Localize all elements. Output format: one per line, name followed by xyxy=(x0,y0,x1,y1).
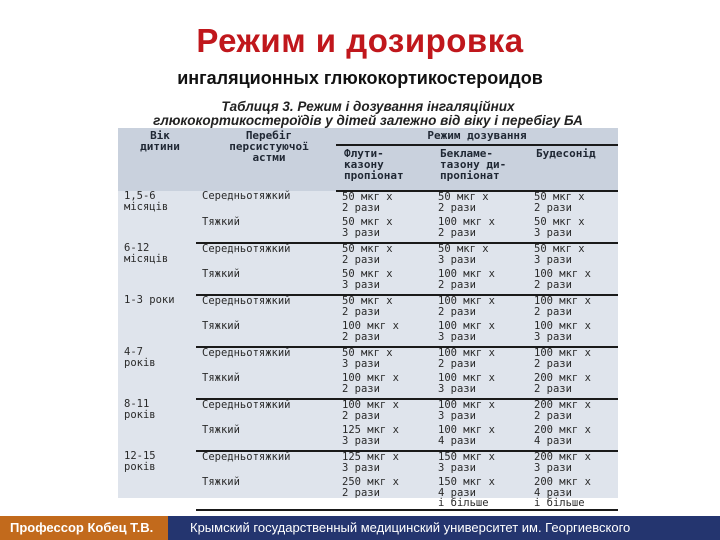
table-row xyxy=(118,295,618,321)
age-cell xyxy=(118,191,196,243)
header-fluticasone xyxy=(336,145,432,191)
age-cell xyxy=(118,399,196,451)
cell-line: 3 рази xyxy=(342,357,380,370)
header-line: Бекламе- xyxy=(440,147,493,160)
cell-line: 3 рази xyxy=(438,253,476,266)
header-line: Флути- xyxy=(344,147,384,160)
cell-line: Середньотяжкий xyxy=(202,347,291,359)
age-cell xyxy=(118,347,196,399)
cell-line: років xyxy=(124,356,156,369)
cell-line: і більше xyxy=(534,497,585,510)
cell-line: 100 мкг х xyxy=(438,399,495,411)
cell-line: 100 мкг х xyxy=(534,347,591,359)
cell-line: 1-3 роки xyxy=(124,294,175,306)
cell-line: 3 рази xyxy=(534,461,572,474)
header-beclomethasone xyxy=(432,145,528,191)
cell-line: Середньотяжкий xyxy=(202,190,291,202)
header-line: Будесонід xyxy=(536,147,596,160)
cell-line: 100 мкг х xyxy=(534,295,591,307)
cell-line: 100 мкг х xyxy=(342,372,399,384)
fluticasone-dose-cell xyxy=(336,373,432,399)
cell-line: Тяжкий xyxy=(202,216,240,228)
cell-line: 2 рази xyxy=(438,305,476,318)
severity-cell xyxy=(196,425,336,451)
cell-line: 2 рази xyxy=(534,409,572,422)
budesonide-dose-cell xyxy=(528,477,618,510)
beclomethasone-dose-cell xyxy=(432,399,528,425)
cell-line: 50 мкг х xyxy=(342,216,393,228)
budesonide-dose-cell xyxy=(528,321,618,347)
fluticasone-dose-cell xyxy=(336,321,432,347)
header-line: тазону ди- xyxy=(440,158,507,171)
cell-line: 4 рази xyxy=(438,486,476,499)
severity-cell xyxy=(196,321,336,347)
cell-line: 125 мкг х xyxy=(342,424,399,436)
cell-line: 2 рази xyxy=(438,357,476,370)
cell-line: 8-11 xyxy=(124,398,150,410)
cell-line: 12-15 xyxy=(124,450,156,462)
cell-line: 200 мкг х xyxy=(534,372,591,384)
budesonide-dose-cell xyxy=(528,347,618,373)
cell-line: 3 рази xyxy=(438,409,476,422)
cell-line: 4 рази xyxy=(534,434,572,447)
beclomethasone-dose-cell xyxy=(432,425,528,451)
budesonide-dose-cell xyxy=(528,243,618,269)
cell-line: 100 мкг х xyxy=(534,268,591,280)
severity-cell xyxy=(196,347,336,373)
severity-cell xyxy=(196,399,336,425)
cell-line: 2 рази xyxy=(534,357,572,370)
cell-line: 2 рази xyxy=(534,305,572,318)
beclomethasone-dose-cell xyxy=(432,373,528,399)
cell-line: Середньотяжкий xyxy=(202,451,291,463)
table-row xyxy=(118,451,618,477)
header-regimen: Режим дозування xyxy=(336,128,618,145)
cell-line: 50 мкг х xyxy=(342,295,393,307)
budesonide-dose-cell xyxy=(528,217,618,243)
cell-line: 6-12 xyxy=(124,242,150,254)
cell-line: 3 рази xyxy=(342,278,380,291)
dosage-table xyxy=(118,128,618,511)
cell-line: 4 рази xyxy=(438,434,476,447)
cell-line: 100 мкг х xyxy=(438,424,495,436)
cell-line: 3 рази xyxy=(342,226,380,239)
cell-line: 2 рази xyxy=(438,201,476,214)
beclomethasone-dose-cell xyxy=(432,217,528,243)
cell-line: 2 рази xyxy=(534,201,572,214)
budesonide-dose-cell xyxy=(528,451,618,477)
cell-line: 100 мкг х xyxy=(342,320,399,332)
table-row xyxy=(118,243,618,269)
cell-line: 3 рази xyxy=(438,461,476,474)
budesonide-dose-cell xyxy=(528,399,618,425)
cell-line: 50 мкг х xyxy=(342,243,393,255)
header-line: астми xyxy=(252,151,286,164)
cell-line: 100 мкг х xyxy=(534,320,591,332)
beclomethasone-dose-cell xyxy=(432,477,528,510)
cell-line: Тяжкий xyxy=(202,476,240,488)
cell-line: 100 мкг х xyxy=(438,295,495,307)
cell-line: 2 рази xyxy=(438,278,476,291)
cell-line: 50 мкг х xyxy=(342,347,393,359)
table-caption-line: глюкокортикостероїдів у дітей залежно від віку і перебігу БА xyxy=(153,113,583,128)
budesonide-dose-cell xyxy=(528,425,618,451)
slide-subtitle: ингаляционных глюкокортикостероидов xyxy=(177,68,543,88)
cell-line: 4-7 xyxy=(124,346,143,358)
cell-line: 50 мкг х xyxy=(534,191,585,203)
cell-line: 3 рази xyxy=(534,330,572,343)
age-cell xyxy=(118,295,196,347)
age-cell xyxy=(118,243,196,295)
header-budesonide xyxy=(528,145,618,191)
cell-line: 200 мкг х xyxy=(534,451,591,463)
cell-line: місяців xyxy=(124,252,169,265)
beclomethasone-dose-cell xyxy=(432,451,528,477)
severity-cell xyxy=(196,269,336,295)
cell-line: 3 рази xyxy=(342,434,380,447)
fluticasone-dose-cell xyxy=(336,477,432,510)
cell-line: Тяжкий xyxy=(202,268,240,280)
budesonide-dose-cell xyxy=(528,373,618,399)
table-header xyxy=(118,128,618,191)
cell-line: 3 рази xyxy=(438,382,476,395)
table-caption xyxy=(118,100,618,128)
header-course xyxy=(196,128,336,191)
header-line: пропіонат xyxy=(344,169,404,182)
cell-line: 150 мкг х xyxy=(438,451,495,463)
dosage-table-panel xyxy=(118,128,618,510)
cell-line: 100 мкг х xyxy=(438,372,495,384)
cell-line: 200 мкг х xyxy=(534,424,591,436)
age-cell xyxy=(118,451,196,510)
footer-bar xyxy=(0,516,720,540)
beclomethasone-dose-cell xyxy=(432,191,528,217)
cell-line: 50 мкг х xyxy=(438,191,489,203)
severity-cell xyxy=(196,243,336,269)
footer-institution: Крымский государственный медицинский университет им. Георгиевского xyxy=(190,520,631,535)
cell-line: 2 рази xyxy=(534,278,572,291)
fluticasone-dose-cell xyxy=(336,347,432,373)
cell-line: 2 рази xyxy=(342,382,380,395)
slide-title: Режим и дозировка xyxy=(196,22,524,59)
cell-line: 50 мкг х xyxy=(534,243,585,255)
beclomethasone-dose-cell xyxy=(432,295,528,321)
cell-line: 2 рази xyxy=(534,382,572,395)
cell-line: 50 мкг х xyxy=(342,191,393,203)
beclomethasone-dose-cell xyxy=(432,269,528,295)
cell-line: 50 мкг х xyxy=(342,268,393,280)
cell-line: 1,5-6 xyxy=(124,190,156,202)
cell-line: 50 мкг х xyxy=(534,216,585,228)
cell-line: 50 мкг х xyxy=(438,243,489,255)
cell-line: 2 рази xyxy=(438,226,476,239)
cell-line: 100 мкг х xyxy=(438,268,495,280)
cell-line: Тяжкий xyxy=(202,424,240,436)
table-row xyxy=(118,399,618,425)
severity-cell xyxy=(196,217,336,243)
header-line: персистуючої xyxy=(229,140,309,153)
header-line: Вік xyxy=(150,129,170,142)
fluticasone-dose-cell xyxy=(336,217,432,243)
header-line: пропіонат xyxy=(440,169,500,182)
fluticasone-dose-cell xyxy=(336,425,432,451)
table-row xyxy=(118,191,618,217)
header-line: дитини xyxy=(140,140,180,153)
header-line: казону xyxy=(344,158,384,171)
fluticasone-dose-cell xyxy=(336,269,432,295)
cell-line: місяців xyxy=(124,200,169,213)
cell-line: Тяжкий xyxy=(202,320,240,332)
cell-line: років xyxy=(124,460,156,473)
header-age xyxy=(118,128,196,191)
cell-line: 2 рази xyxy=(342,409,380,422)
beclomethasone-dose-cell xyxy=(432,321,528,347)
cell-line: 2 рази xyxy=(342,486,380,499)
cell-line: 3 рази xyxy=(534,253,572,266)
severity-cell xyxy=(196,295,336,321)
fluticasone-dose-cell xyxy=(336,399,432,425)
cell-line: 2 рази xyxy=(342,330,380,343)
cell-line: 250 мкг х xyxy=(342,476,399,488)
beclomethasone-dose-cell xyxy=(432,243,528,269)
cell-line: 100 мкг х xyxy=(438,347,495,359)
cell-line: 2 рази xyxy=(342,253,380,266)
cell-line: Середньотяжкий xyxy=(202,243,291,255)
table-caption-line: Таблиця 3. Режим і дозування інгаляційних xyxy=(221,99,515,114)
severity-cell xyxy=(196,477,336,510)
cell-line: 2 рази xyxy=(342,201,380,214)
header-line: Перебіг xyxy=(245,129,293,142)
cell-line: 100 мкг х xyxy=(438,320,495,332)
cell-line: 3 рази xyxy=(342,461,380,474)
budesonide-dose-cell xyxy=(528,269,618,295)
severity-cell xyxy=(196,191,336,217)
budesonide-dose-cell xyxy=(528,295,618,321)
severity-cell xyxy=(196,451,336,477)
cell-line: 100 мкг х xyxy=(438,216,495,228)
cell-line: 3 рази xyxy=(438,330,476,343)
fluticasone-dose-cell xyxy=(336,191,432,217)
footer-author: Профессор Кобец Т.В. xyxy=(0,516,168,540)
table-row xyxy=(118,347,618,373)
table-body xyxy=(118,191,618,510)
cell-line: років xyxy=(124,408,156,421)
cell-line: і більше xyxy=(438,497,489,510)
fluticasone-dose-cell xyxy=(336,243,432,269)
cell-line: 4 рази xyxy=(534,486,572,499)
cell-line: Тяжкий xyxy=(202,372,240,384)
budesonide-dose-cell xyxy=(528,191,618,217)
fluticasone-dose-cell xyxy=(336,451,432,477)
fluticasone-dose-cell xyxy=(336,295,432,321)
cell-line: 200 мкг х xyxy=(534,476,591,488)
cell-line: 125 мкг х xyxy=(342,451,399,463)
cell-line: 3 рази xyxy=(534,226,572,239)
cell-line: 200 мкг х xyxy=(534,399,591,411)
cell-line: 2 рази xyxy=(342,305,380,318)
severity-cell xyxy=(196,373,336,399)
cell-line: 100 мкг х xyxy=(342,399,399,411)
cell-line: Середньотяжкий xyxy=(202,295,291,307)
beclomethasone-dose-cell xyxy=(432,347,528,373)
cell-line: 150 мкг х xyxy=(438,476,495,488)
cell-line: Середньотяжкий xyxy=(202,399,291,411)
